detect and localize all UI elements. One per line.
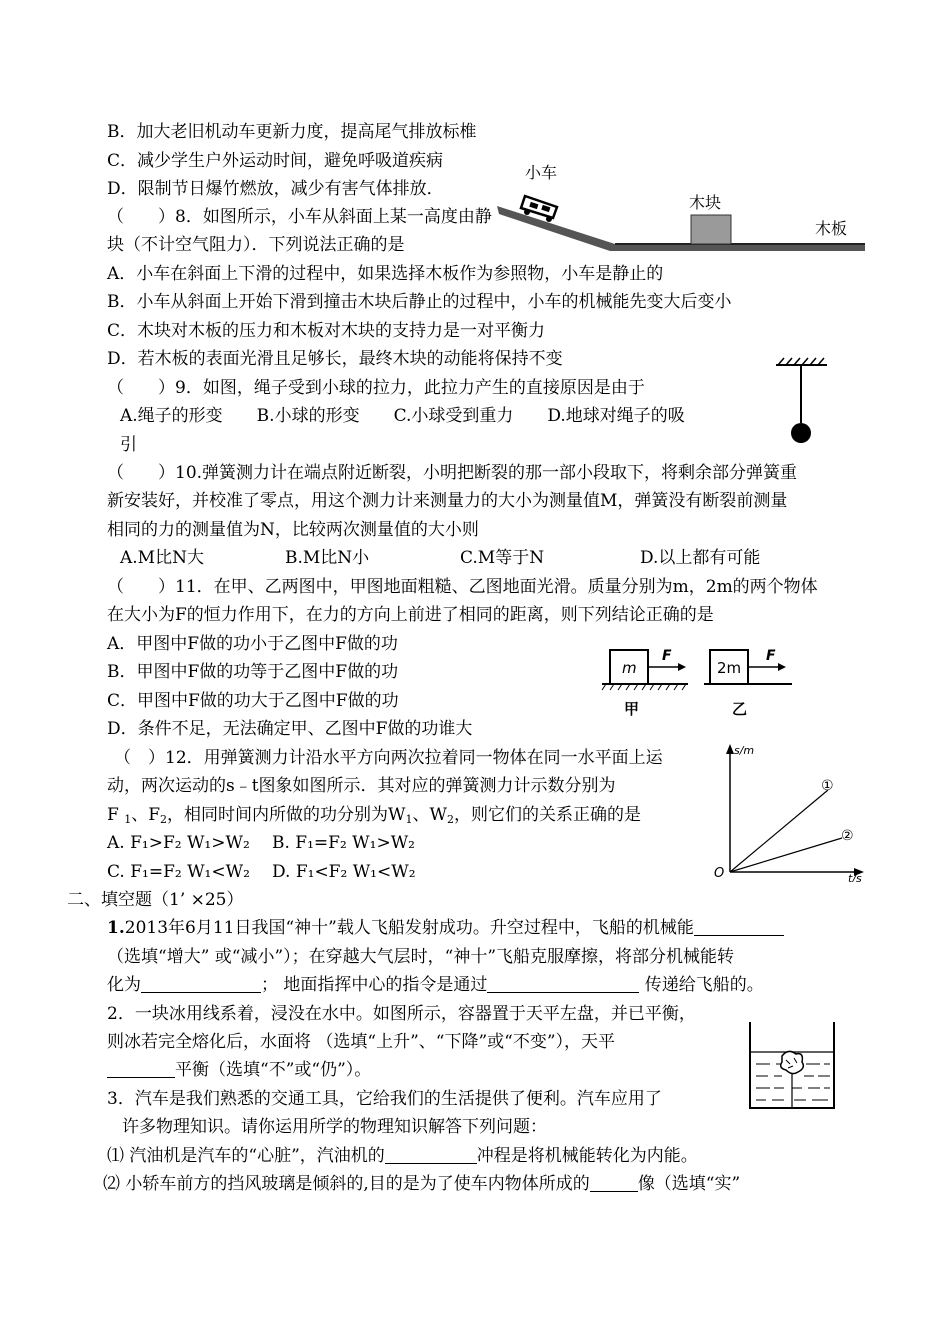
f1-blank-2[interactable] bbox=[141, 974, 261, 993]
f2-line3: 平衡（选填“不”或“仍”）。 bbox=[107, 1058, 371, 1082]
f1-line3: 化为 ； 地面指挥中心的指令是通过 传递给飞船的。 bbox=[107, 975, 764, 995]
q8-option-a: A．小车在斜面上下滑的过程中，如果选择木板作为参照物，小车是静止的 bbox=[107, 264, 664, 284]
q10-stem-line3: 相同的力的测量值为N，比较两次测量值的大小则 bbox=[107, 520, 479, 540]
q12-stem-line3: F $_1$、$F_2$，相同时间内所做的功分别为$W_1$、$W_2$，则它们的关系正确的是 bbox=[107, 805, 641, 826]
q12-stem-line1: （ ）12．用弹簧测力计沿水平方向两次拉着同一物体在同一水平面上运 bbox=[114, 748, 663, 768]
ice-beaker-figure bbox=[748, 1020, 838, 1112]
q7-option-d: D．限制节日爆竹燃放，减少有害气体排放． bbox=[107, 179, 444, 199]
q10-option-a: A.M比N大 bbox=[120, 548, 204, 568]
f3-line1: 3．汽车是我们熟悉的交通工具，它给我们的生活提供了便利。汽车应用了 bbox=[107, 1089, 662, 1109]
q7-option-c: C．减少学生户外运动时间，避免呼吸道疾病 bbox=[107, 151, 444, 171]
f1-line2: （选填“增大” 或“减小”）；在穿越大气层时，“神十”飞船克服摩擦，将部分机械能转 bbox=[107, 947, 735, 967]
ramp-figure bbox=[495, 158, 870, 253]
label-jia: 甲 bbox=[624, 700, 640, 718]
q10-option-b: B.M比N小 bbox=[285, 548, 370, 568]
q9-stem: （ ）9．如图，绳子受到小球的拉力，此拉力产生的直接原因是由于 bbox=[107, 378, 645, 398]
f3-part2: ⑵ 小轿车前方的挡风玻璃是倾斜的,目的是为了使车内物体所成的 像（选填“实” bbox=[103, 1174, 741, 1194]
label-yi: 乙 bbox=[732, 700, 748, 718]
f3-part1: ⑴ 汽油机是汽车的“心脏”，汽油机的 冲程是将机械能转化为内能。 bbox=[107, 1146, 698, 1166]
st-line-2-label: ② bbox=[841, 828, 854, 844]
st-xlabel: t/s bbox=[848, 872, 862, 882]
block-label: 木块 bbox=[689, 193, 722, 212]
f1-blank-1[interactable] bbox=[694, 917, 784, 936]
q9-options-cont: 引 bbox=[120, 435, 137, 455]
board-label: 木板 bbox=[815, 219, 848, 238]
mass-2m-label: 2m bbox=[717, 659, 742, 677]
q8-option-b: B．小车从斜面上开始下滑到撞击木块后静止的过程中，小车的机械能先变大后变小 bbox=[107, 292, 732, 312]
f3-blank-2[interactable] bbox=[590, 1173, 638, 1192]
section-fill-in-heading: 二、填空题（1’ ×25） bbox=[67, 890, 244, 910]
q11-option-d: D．条件不足，无法确定甲、乙图中F做的功谁大 bbox=[107, 719, 473, 739]
f2-line1: 2．一块冰用线系着，浸没在水中。如图所示，容器置于天平左盘，并已平衡， bbox=[107, 1004, 696, 1024]
st-graph bbox=[708, 740, 868, 882]
q8-stem-line1: （ ）8．如图所示，小车从斜面上某一高度由静 bbox=[107, 207, 492, 227]
st-ylabel: s/m bbox=[734, 744, 755, 757]
q8-stem-line2: 块（不计空气阻力）．下列说法正确的是 bbox=[107, 235, 405, 255]
f3-blank-1[interactable] bbox=[385, 1145, 477, 1164]
q10-option-d: D.以上都有可能 bbox=[640, 548, 761, 568]
st-line-1-label: ① bbox=[821, 778, 834, 794]
q7-option-b: B．加大老旧机动车更新力度，提高尾气排放标椎 bbox=[107, 122, 477, 142]
q11-option-a: A．甲图中F做的功小于乙图中F做的功 bbox=[107, 634, 398, 654]
pendulum-figure bbox=[772, 355, 832, 450]
q8-option-d: D．若木板的表面光滑且足够长，最终木块的动能将保持不变 bbox=[107, 349, 563, 369]
f2-line2: 则冰若完全熔化后，水面将 （选填“上升”、“下降”或“不变”），天平 bbox=[107, 1032, 616, 1052]
q11-option-c: C．甲图中F做的功大于乙图中F做的功 bbox=[107, 691, 399, 711]
q12-option-b: B. F₁=F₂ W₁>W₂ bbox=[272, 833, 415, 853]
blocks-figure bbox=[600, 640, 800, 720]
f1-line1: 1.2013年6月11日我国“神十”载人飞船发射成功。升空过程中，飞船的机械能 bbox=[107, 916, 784, 940]
q8-option-c: C．木块对木板的压力和木板对木块的支持力是一对平衡力 bbox=[107, 321, 546, 341]
st-line-1 bbox=[730, 790, 828, 872]
st-line-2 bbox=[730, 838, 842, 872]
cart-label: 小车 bbox=[525, 163, 558, 182]
q12-option-d: D. F₁<F₂ W₁<W₂ bbox=[272, 862, 416, 882]
ball bbox=[791, 423, 811, 443]
st-origin: O bbox=[714, 866, 725, 881]
q11-stem-line1: （ ）11．在甲、乙两图中，甲图地面粗糙、乙图地面光滑。质量分别为m，2m的两个物体 bbox=[107, 577, 818, 597]
mass-m-label: m bbox=[622, 659, 637, 677]
q11-option-b: B．甲图中F做的功等于乙图中F做的功 bbox=[107, 662, 399, 682]
f3-line2: 许多物理知识。请你运用所学的物理知识解答下列问题： bbox=[122, 1117, 547, 1137]
q12-option-c: C. F₁=F₂ W₁<W₂ bbox=[107, 862, 250, 882]
q12-option-a: A. F₁>F₂ W₁>W₂ bbox=[107, 833, 250, 853]
f1-blank-3[interactable] bbox=[487, 974, 639, 993]
q9-options: A.绳子的形变 B.小球的形变 C.小球受到重力 D.地球对绳子的吸 bbox=[120, 406, 685, 426]
q11-stem-line2: 在大小为F的恒力作用下，在力的方向上前进了相同的距离，则下列结论正确的是 bbox=[107, 605, 714, 625]
force-label-jia: F bbox=[662, 648, 672, 664]
force-label-yi: F bbox=[766, 648, 776, 664]
q10-stem-line2: 新安装好，并校准了零点，用这个测力计来测量力的大小为测量值M，弹簧没有断裂前测量 bbox=[107, 491, 788, 511]
q12-stem-line2: 动，两次运动的s﹣t图象如图所示．其对应的弹簧测力计示数分别为 bbox=[107, 776, 616, 796]
q10-stem-line1: （ ）10.弹簧测力计在端点附近断裂，小明把断裂的那一部小段取下，将剩余部分弹簧重 bbox=[107, 463, 798, 483]
f2-blank[interactable] bbox=[107, 1059, 175, 1078]
q10-option-c: C.M等于N bbox=[460, 548, 545, 568]
wood-block bbox=[691, 215, 731, 244]
ice-cube bbox=[781, 1051, 804, 1073]
